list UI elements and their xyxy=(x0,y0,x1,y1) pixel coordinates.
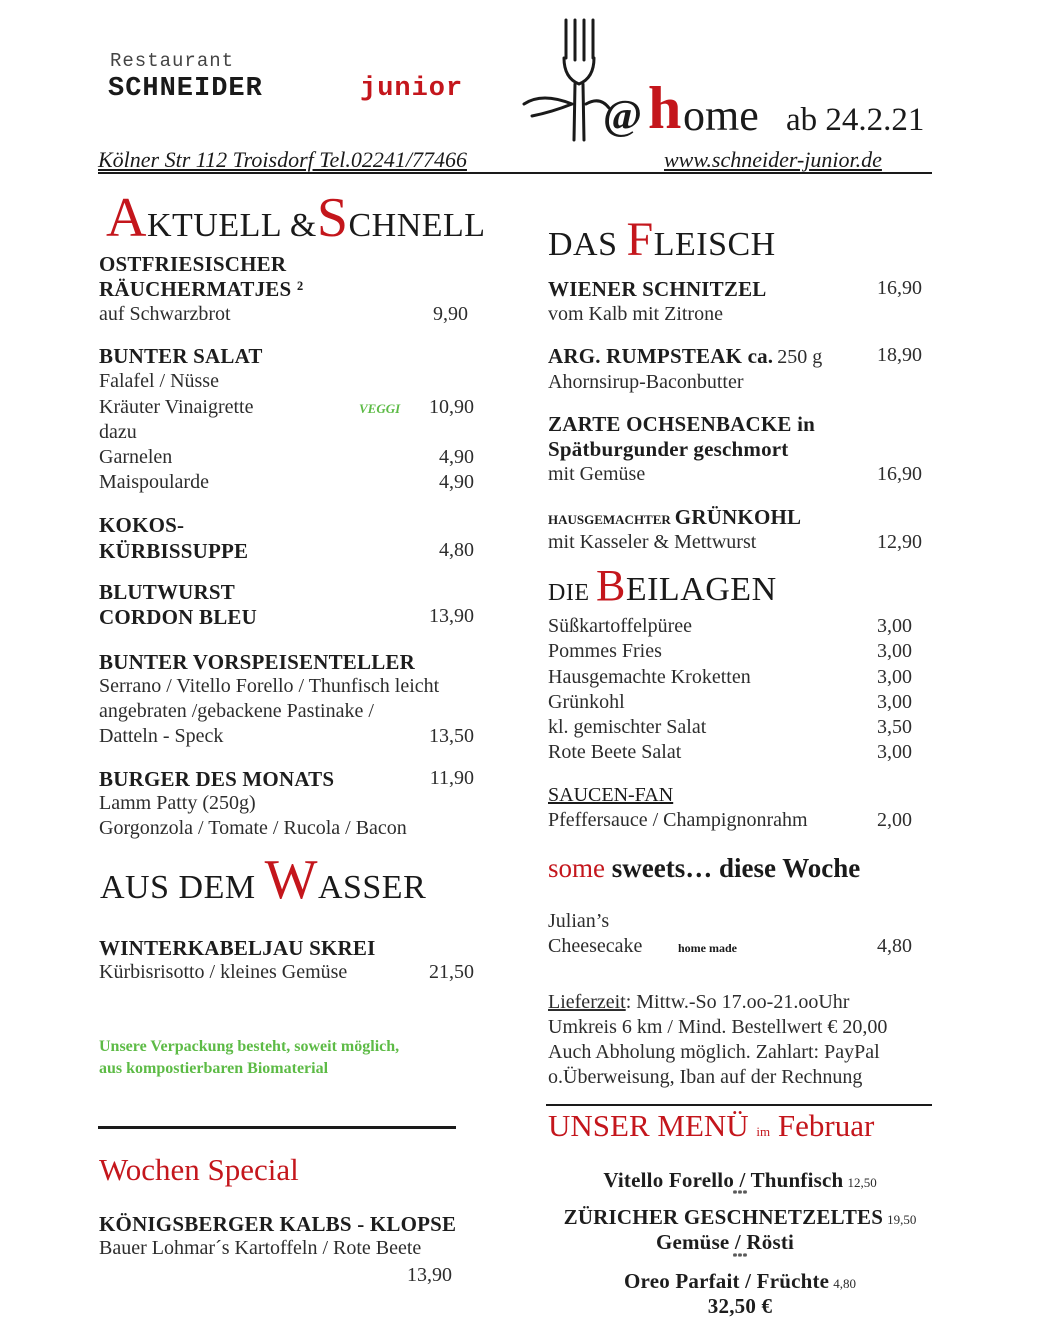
burger-line-2: Gorgonzola / Tomate / Rucola / Bacon xyxy=(99,817,407,839)
heading-text-eilagen: EILAGEN xyxy=(625,571,777,608)
fisch-price: 21,50 xyxy=(429,961,474,983)
gruenkohl-small-label: HAUSGEMACHTER xyxy=(548,512,671,527)
menu-course-2-sub: Gemüse / Rösti xyxy=(655,1230,795,1254)
delivery-hours: : Mittw.-So 17.oo-21.ooUhr xyxy=(625,991,850,1013)
vorspeise-line-3: Datteln - Speck xyxy=(99,725,224,747)
vorspeise-line-2: angebraten /gebackene Pastinake / xyxy=(99,700,374,722)
address: Kölner Str 112 Troisdorf Tel.02241/77466 xyxy=(98,147,467,172)
rumpsteak-weight: 250 g xyxy=(777,346,823,368)
rumpsteak-price: 18,90 xyxy=(877,344,922,366)
menu-heading-month: Februar xyxy=(777,1108,875,1143)
suppe-price: 4,80 xyxy=(439,539,474,561)
veggi-badge: VEGGI xyxy=(359,401,401,416)
schnitzel-price: 16,90 xyxy=(877,277,922,299)
saucen-desc: Pfeffersauce / Champignonrahm xyxy=(548,809,808,831)
matjes-price: 9,90 xyxy=(433,303,468,325)
ochsenbacke-desc: mit Gemüse xyxy=(548,463,646,485)
beilage-name: kl. gemischter Salat xyxy=(548,716,707,738)
restaurant-name: SCHNEIDER xyxy=(108,74,263,104)
special-price: 13,90 xyxy=(407,1264,452,1286)
section-wasser-heading xyxy=(100,848,426,912)
gruenkohl-title-row xyxy=(548,505,801,530)
section-aktuell-schnell-heading xyxy=(106,186,486,250)
menu-course-3-price: 4,80 xyxy=(833,1276,856,1291)
matjes-title-2: RÄUCHERMATJES ² xyxy=(99,277,304,301)
suppe-title-2: KÜRBISSUPPE xyxy=(99,539,249,563)
heading-initial-f: F xyxy=(626,213,654,266)
vorspeise-price: 13,50 xyxy=(429,725,474,747)
schnitzel-title: WIENER SCHNITZEL xyxy=(548,277,767,301)
eco-note-line-1: Unsere Verpackung besteht, soweit möglich, xyxy=(99,1038,400,1055)
heading-text-die: DIE xyxy=(548,580,596,606)
fisch-title: WINTERKABELJAU SKREI xyxy=(99,936,376,960)
home-initial: h xyxy=(648,75,682,141)
menu-heading xyxy=(548,1108,874,1144)
salat-price: 10,90 xyxy=(429,396,474,418)
matjes-desc: auf Schwarzbrot xyxy=(99,303,231,325)
menu-course-1: Vitello Forello / Thunfisch xyxy=(603,1168,844,1192)
blutwurst-price: 13,90 xyxy=(429,605,474,627)
beilage-name: Rote Beete Salat xyxy=(548,741,682,763)
burger-price: 11,90 xyxy=(429,767,474,789)
beilage-name: Pommes Fries xyxy=(548,640,662,662)
home-date: ab 24.2.21 xyxy=(786,102,925,138)
rumpsteak-title-row xyxy=(548,344,822,369)
saucen-heading: SAUCEN-FAN xyxy=(548,784,674,806)
beilage-name: Grünkohl xyxy=(548,691,625,713)
heading-initial-s: S xyxy=(316,187,349,249)
ochsenbacke-title-1: ZARTE OCHSENBACKE in xyxy=(548,412,815,436)
gruenkohl-desc: mit Kasseler & Mettwurst xyxy=(548,531,757,553)
blutwurst-title-2: CORDON BLEU xyxy=(99,605,257,629)
gruenkohl-title: GRÜNKOHL xyxy=(674,505,802,529)
delivery-line-4: o.Überweisung, Iban auf der Rechnung xyxy=(548,1066,863,1088)
heading-initial-w: W xyxy=(264,849,318,911)
delivery-line-3: Auch Abholung möglich. Zahlart: PayPal xyxy=(548,1041,880,1063)
heading-text-aus-dem: AUS DEM xyxy=(100,869,265,906)
delivery-line-2: Umkreis 6 km / Mind. Bestellwert € 20,00 xyxy=(548,1016,888,1038)
menu-separator: *** xyxy=(732,1252,748,1263)
header-divider xyxy=(98,172,932,174)
menu-separator: *** xyxy=(732,1189,748,1200)
website-link[interactable]: www.schneider-junior.de xyxy=(664,147,882,172)
cheesecake-tag: home made xyxy=(678,941,737,955)
special-title: KÖNIGSBERGER KALBS - KLOPSE xyxy=(99,1212,457,1236)
salat-extra-garnelen: Garnelen xyxy=(99,446,173,468)
menu-course-3: Oreo Parfait / Früchte xyxy=(624,1269,830,1293)
blutwurst-title-1: BLUTWURST xyxy=(99,580,236,604)
fork-logo-icon xyxy=(512,12,612,144)
heading-text-ktuell: KTUELL & xyxy=(146,207,317,244)
menu-course-3-row xyxy=(548,1269,932,1294)
left-divider xyxy=(98,1126,456,1129)
beilage-price: 3,00 xyxy=(877,615,912,637)
cheesecake-price: 4,80 xyxy=(877,935,912,957)
salat-line-2: Kräuter Vinaigrette xyxy=(99,396,254,418)
heading-initial-b: B xyxy=(595,561,626,610)
ochsenbacke-price: 16,90 xyxy=(877,463,922,485)
beilage-price: 3,00 xyxy=(877,640,912,662)
section-fleisch-heading xyxy=(548,212,776,267)
delivery-line-1 xyxy=(548,991,849,1014)
burger-title: BURGER DES MONATS xyxy=(99,767,335,791)
salat-extra-maispoularde-price: 4,90 xyxy=(439,471,474,493)
vorspeise-title: BUNTER VORSPEISENTELLER xyxy=(99,650,415,674)
restaurant-name-junior: junior xyxy=(360,74,464,104)
gruenkohl-price: 12,90 xyxy=(877,531,922,553)
saucen-price: 2,00 xyxy=(877,809,912,831)
special-desc: Bauer Lohmar´s Kartoffeln / Rote Beete xyxy=(99,1237,422,1259)
beilage-name: Hausgemachte Kroketten xyxy=(548,666,751,688)
section-beilagen-heading xyxy=(548,560,777,611)
beilage-price: 3,50 xyxy=(877,716,912,738)
vorspeise-line-1: Serrano / Vitello Forello / Thunfisch leicht xyxy=(99,675,440,697)
beilage-price: 3,00 xyxy=(877,666,912,688)
rumpsteak-title: ARG. RUMPSTEAK ca. xyxy=(548,344,774,368)
matjes-title-1: OSTFRIESISCHER xyxy=(99,252,287,276)
menu-heading-im: im xyxy=(756,1124,771,1139)
wochen-special-heading: Wochen Special xyxy=(99,1152,299,1187)
salat-extra-garnelen-price: 4,90 xyxy=(439,446,474,468)
heading-text-das: DAS xyxy=(548,226,627,263)
salat-line-1: Falafel / Nüsse xyxy=(99,370,219,392)
salat-title: BUNTER SALAT xyxy=(99,344,263,368)
heading-initial-a: A xyxy=(106,187,147,249)
menu-heading-main: UNSER MENÜ xyxy=(548,1108,749,1143)
menu-course-2: ZÜRICHER GESCHNETZELTES xyxy=(563,1205,884,1229)
at-symbol: @ xyxy=(603,93,643,139)
heading-text-asser: ASSER xyxy=(317,869,427,906)
heading-text-chnell: CHNELL xyxy=(348,207,486,244)
cheesecake-line-1: Julian’s xyxy=(548,910,610,932)
eco-note-line-2: aus kompostierbaren Biomaterial xyxy=(99,1060,329,1077)
menu-course-2-price: 19,50 xyxy=(887,1212,917,1227)
salat-dazu: dazu xyxy=(99,421,137,443)
burger-line-1: Lamm Patty (250g) xyxy=(99,792,256,814)
sweets-some: some xyxy=(548,853,605,883)
schnitzel-desc: vom Kalb mit Zitrone xyxy=(548,303,723,325)
menu-course-1-price: 12,50 xyxy=(847,1175,877,1190)
salat-extra-maispoularde: Maispoularde xyxy=(99,471,209,493)
suppe-title-1: KOKOS- xyxy=(99,513,185,537)
beilage-name: Süßkartoffelpüree xyxy=(548,615,693,637)
cheesecake-line-2: Cheesecake xyxy=(548,935,643,957)
beilage-price: 3,00 xyxy=(877,741,912,763)
delivery-label: Lieferzeit xyxy=(548,991,626,1013)
restaurant-label: Restaurant xyxy=(110,50,235,72)
sweets-heading xyxy=(548,853,860,884)
menu-total: 32,50 € xyxy=(707,1294,773,1318)
menu-course-2-row xyxy=(548,1205,932,1230)
heading-text-leisch: LEISCH xyxy=(653,226,776,263)
beilage-price: 3,00 xyxy=(877,691,912,713)
rumpsteak-desc: Ahornsirup-Baconbutter xyxy=(548,371,744,393)
home-label: ome xyxy=(683,91,759,140)
right-divider xyxy=(546,1104,932,1106)
fisch-desc: Kürbisrisotto / kleines Gemüse xyxy=(99,961,348,983)
ochsenbacke-title-2: Spätburgunder geschmort xyxy=(548,437,789,461)
sweets-rest: sweets… diese Woche xyxy=(611,853,861,883)
